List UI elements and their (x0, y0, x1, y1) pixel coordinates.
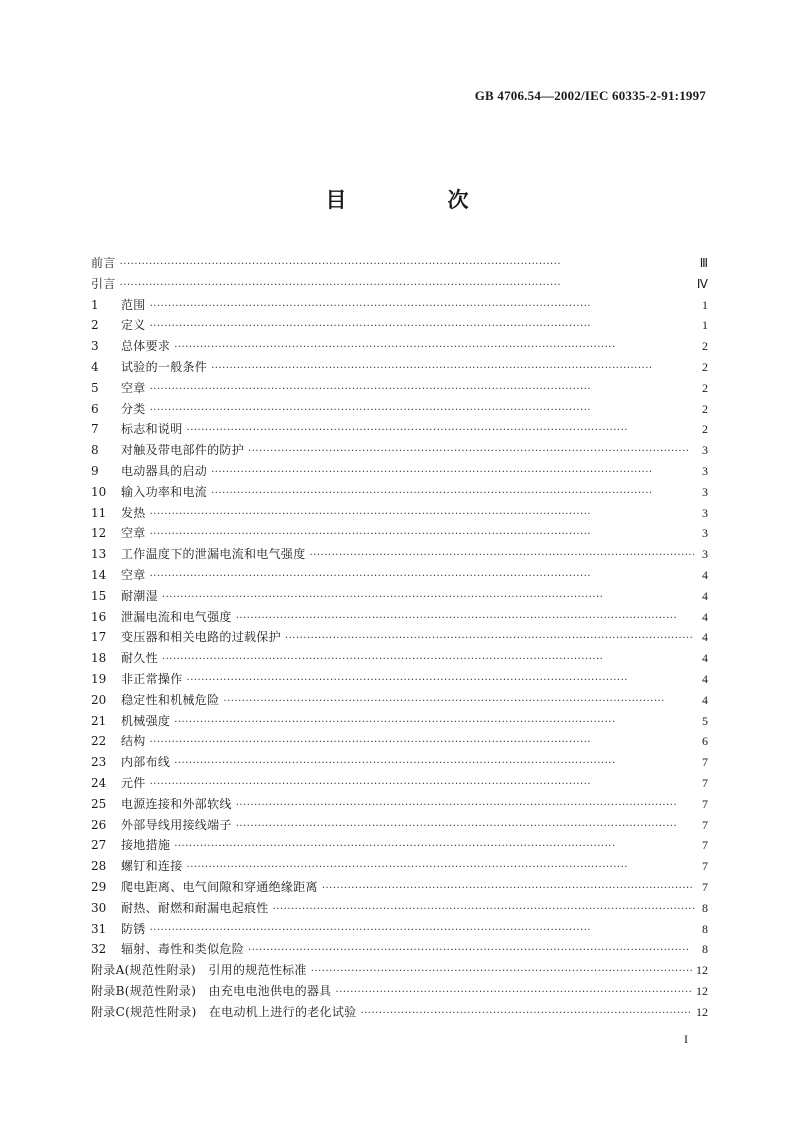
toc-dot-leader (187, 422, 694, 436)
toc-entry[interactable] (91, 316, 708, 337)
toc-dot-leader (174, 714, 694, 728)
toc-dot-leader (150, 298, 694, 312)
toc-entry-page: 2 (702, 401, 708, 416)
toc-entry-number: 12 (91, 526, 107, 541)
toc-entry-page: 8 (702, 921, 708, 936)
toc-dot-leader (236, 797, 694, 811)
toc-dot-leader (120, 277, 693, 291)
toc-dot-leader (236, 818, 694, 832)
toc-entry-page: 4 (702, 651, 708, 666)
toc-entry[interactable] (91, 504, 708, 525)
toc-entry[interactable] (91, 816, 708, 837)
toc-entry-page: 4 (702, 671, 708, 686)
toc-entry-number: 7 (91, 422, 99, 437)
toc-entry-page: 7 (702, 817, 708, 832)
toc-entry-number: 21 (91, 713, 107, 728)
standard-code: GB 4706.54—2002/IEC 60335-2-91:1997 (474, 88, 706, 103)
toc-entry[interactable] (91, 961, 708, 982)
toc-dot-leader (360, 1005, 692, 1019)
toc-entry-number: 20 (91, 692, 107, 707)
toc-entry-label: 接地措施 (121, 838, 171, 853)
toc-entry-label: 标志和说明 (121, 422, 183, 437)
toc-entry-number: 32 (91, 942, 107, 957)
toc-entry[interactable] (91, 483, 708, 504)
toc-entry-page: 7 (702, 755, 708, 770)
toc-dot-leader (150, 506, 694, 520)
toc-entry-label: 对触及带电部件的防护 (121, 443, 245, 458)
toc-entry-page: 8 (702, 900, 708, 915)
toc-entry-page: Ⅲ (699, 256, 708, 270)
toc-entry-number: 18 (91, 651, 107, 666)
toc-entry-number: 23 (91, 755, 107, 770)
toc-entry-number: 5 (91, 380, 99, 395)
toc-entry[interactable] (91, 275, 708, 296)
toc-entry-number: 1 (91, 297, 99, 312)
toc-entry-page: 4 (702, 588, 708, 603)
toc-entry-page: 8 (702, 942, 708, 957)
toc-entry-label: 机械强度 (121, 713, 171, 728)
toc-entry-number: 14 (91, 567, 107, 582)
toc-entry[interactable] (91, 940, 708, 961)
toc-entry-label: 输入功率和电流 (121, 484, 208, 499)
toc-entry-page: 12 (696, 963, 708, 978)
toc-dot-leader (248, 942, 694, 956)
toc-entry-number: 31 (91, 921, 107, 936)
toc-entry-number: 2 (91, 318, 99, 333)
toc-entry-number: 11 (91, 505, 107, 520)
toc-dot-leader (273, 901, 694, 915)
toc-entry-label: 发热 (121, 505, 146, 520)
toc-entry[interactable] (91, 836, 708, 857)
toc-entry-label: 工作温度下的泄漏电流和电气强度 (121, 547, 306, 562)
toc-entry-number: 15 (91, 588, 107, 603)
toc-entry[interactable] (91, 587, 708, 608)
toc-entry-page: 7 (702, 859, 708, 874)
toc-entry-number: 10 (91, 484, 107, 499)
toc-dot-leader (162, 589, 694, 603)
toc-entry-page: 2 (702, 339, 708, 354)
toc-entry-number: 13 (91, 547, 107, 562)
toc-entry[interactable] (91, 753, 708, 774)
toc-entry-number: 17 (91, 630, 107, 645)
toc-entry-page: 4 (702, 609, 708, 624)
toc-dot-leader (187, 859, 694, 873)
toc-entry[interactable] (91, 712, 708, 733)
toc-entry-number: 29 (91, 879, 107, 894)
toc-entry[interactable] (91, 441, 708, 462)
toc-entry-page: 3 (702, 463, 708, 478)
toc-dot-leader (150, 526, 694, 540)
toc-entry[interactable] (91, 670, 708, 691)
toc-dot-leader (211, 485, 694, 499)
toc-entry-page: 3 (702, 443, 708, 458)
toc-entry[interactable] (91, 795, 708, 816)
toc-dot-leader (174, 838, 694, 852)
toc-entry-label: 分类 (121, 401, 146, 416)
toc-entry[interactable] (91, 566, 708, 587)
toc-dot-leader (150, 318, 694, 332)
toc-entry[interactable] (91, 337, 708, 358)
toc-entry-label: 附录C(规范性附录) 在电动机上进行的老化试验 (91, 1004, 357, 1019)
toc-entry-page: 2 (702, 380, 708, 395)
toc-entry-label: 附录B(规范性附录) 由充电电池供电的器具 (91, 983, 332, 998)
toc-entry-page: 3 (702, 526, 708, 541)
toc-entry[interactable] (91, 774, 708, 795)
toc-dot-leader (174, 339, 694, 353)
toc-dot-leader (187, 672, 694, 686)
toc-entry-label: 外部导线用接线端子 (121, 817, 232, 832)
toc-entry[interactable] (91, 732, 708, 753)
toc-entry-number: 3 (91, 339, 99, 354)
page-number: I (684, 1032, 688, 1046)
toc-entry-label: 空章 (121, 567, 146, 582)
toc-dot-leader (285, 630, 694, 644)
toc-dot-leader (236, 610, 694, 624)
toc-entry-page: 7 (702, 775, 708, 790)
toc-entry[interactable] (91, 254, 708, 275)
toc-entry-number: 4 (91, 359, 99, 374)
toc-entry-label: 非正常操作 (121, 671, 183, 686)
toc-entry[interactable] (91, 878, 708, 899)
toc-dot-leader (150, 922, 694, 936)
toc-entry-label: 耐久性 (121, 651, 158, 666)
toc-entry[interactable] (91, 857, 708, 878)
toc-entry-page: 3 (702, 484, 708, 499)
toc-entry-page: 4 (702, 630, 708, 645)
toc-entry-page: 12 (696, 1004, 708, 1019)
toc-entry-label: 空章 (121, 526, 146, 541)
toc-entry-number: 24 (91, 775, 107, 790)
toc-entry-page: 12 (696, 983, 708, 998)
toc-entry-label: 附录A(规范性附录) 引用的规范性标准 (91, 963, 307, 978)
toc-entry-label: 试验的一般条件 (121, 359, 208, 374)
toc-dot-leader (150, 381, 694, 395)
toc-entry-page: 7 (702, 796, 708, 811)
toc-entry[interactable] (91, 400, 708, 421)
toc-dot-leader (311, 963, 692, 977)
toc-entry[interactable] (91, 420, 708, 441)
toc-entry[interactable] (91, 358, 708, 379)
toc-dot-leader (322, 880, 694, 894)
toc-entry-label: 稳定性和机械危险 (121, 692, 220, 707)
toc-entry-label: 引言 (91, 276, 116, 291)
toc-entry[interactable] (91, 379, 708, 400)
toc-entry-page: 1 (702, 318, 708, 333)
toc-entry-number: 22 (91, 734, 107, 749)
toc-entry[interactable] (91, 899, 708, 920)
toc-dot-leader (150, 402, 694, 416)
toc-entry-page: 7 (702, 879, 708, 894)
toc-dot-leader (150, 568, 694, 582)
toc-entry-label: 螺钉和连接 (121, 859, 183, 874)
page-title: 目 次 (325, 187, 509, 212)
toc-dot-leader (310, 547, 694, 561)
toc-entry-label: 爬电距离、电气间隙和穿通绝缘距离 (121, 879, 318, 894)
toc-dot-leader (150, 734, 694, 748)
toc-dot-leader (174, 755, 694, 769)
toc-entry-label: 定义 (121, 318, 146, 333)
toc-entry-page: 2 (702, 422, 708, 437)
toc-entry-label: 耐热、耐燃和耐漏电起痕性 (121, 900, 269, 915)
toc-entry[interactable] (91, 920, 708, 941)
toc-entry-number: 30 (91, 900, 107, 915)
toc-dot-leader (211, 360, 694, 374)
toc-entry-label: 变压器和相关电路的过载保护 (121, 630, 281, 645)
toc-entry-number: 6 (91, 401, 99, 416)
toc-entry-page: 3 (702, 505, 708, 520)
toc-entry-page: 2 (702, 359, 708, 374)
toc-entry[interactable] (91, 691, 708, 712)
toc-entry-number: 8 (91, 443, 99, 458)
toc-dot-leader (120, 256, 694, 270)
toc-entry-page: 3 (702, 547, 708, 562)
toc-dot-leader (211, 464, 694, 478)
toc-entry-page: 5 (702, 713, 708, 728)
toc-dot-leader (335, 984, 692, 998)
table-of-contents (91, 254, 708, 1023)
toc-entry-label: 范围 (121, 297, 146, 312)
toc-entry-page: 4 (702, 567, 708, 582)
toc-entry-number: 27 (91, 838, 107, 853)
toc-dot-leader (223, 693, 694, 707)
toc-entry-number: 16 (91, 609, 107, 624)
toc-entry[interactable] (91, 296, 708, 317)
toc-entry-number: 19 (91, 671, 107, 686)
toc-entry-label: 元件 (121, 775, 146, 790)
toc-entry-page: 1 (702, 297, 708, 312)
toc-entry[interactable] (91, 462, 708, 483)
toc-entry-label: 电动器具的启动 (121, 463, 208, 478)
toc-entry-number: 26 (91, 817, 107, 832)
toc-entry-number: 28 (91, 859, 107, 874)
toc-entry[interactable] (91, 524, 708, 545)
toc-entry-page: 7 (702, 838, 708, 853)
toc-entry-label: 总体要求 (121, 339, 171, 354)
toc-entry-page: 4 (702, 692, 708, 707)
toc-entry-number: 25 (91, 796, 107, 811)
toc-entry-label: 耐潮湿 (121, 588, 158, 603)
toc-entry-label: 前言 (91, 256, 116, 270)
toc-entry-number: 9 (91, 463, 99, 478)
toc-entry[interactable] (91, 649, 708, 670)
toc-entry-label: 泄漏电流和电气强度 (121, 609, 232, 624)
toc-entry-label: 内部布线 (121, 755, 171, 770)
toc-dot-leader (150, 776, 694, 790)
toc-entry[interactable] (91, 608, 708, 629)
toc-entry-page: Ⅳ (696, 276, 708, 291)
toc-entry-label: 防锈 (121, 921, 146, 936)
toc-entry-label: 空章 (121, 380, 146, 395)
toc-entry[interactable] (91, 545, 708, 566)
toc-dot-leader (248, 443, 694, 457)
toc-entry-label: 电源连接和外部软线 (121, 796, 232, 811)
toc-entry-page: 6 (702, 734, 708, 749)
toc-entry-label: 结构 (121, 734, 146, 749)
toc-entry-label: 辐射、毒性和类似危险 (121, 942, 245, 957)
toc-entry[interactable] (91, 628, 708, 649)
toc-entry[interactable] (91, 982, 708, 1003)
toc-dot-leader (162, 651, 694, 665)
toc-entry[interactable] (91, 1003, 708, 1024)
